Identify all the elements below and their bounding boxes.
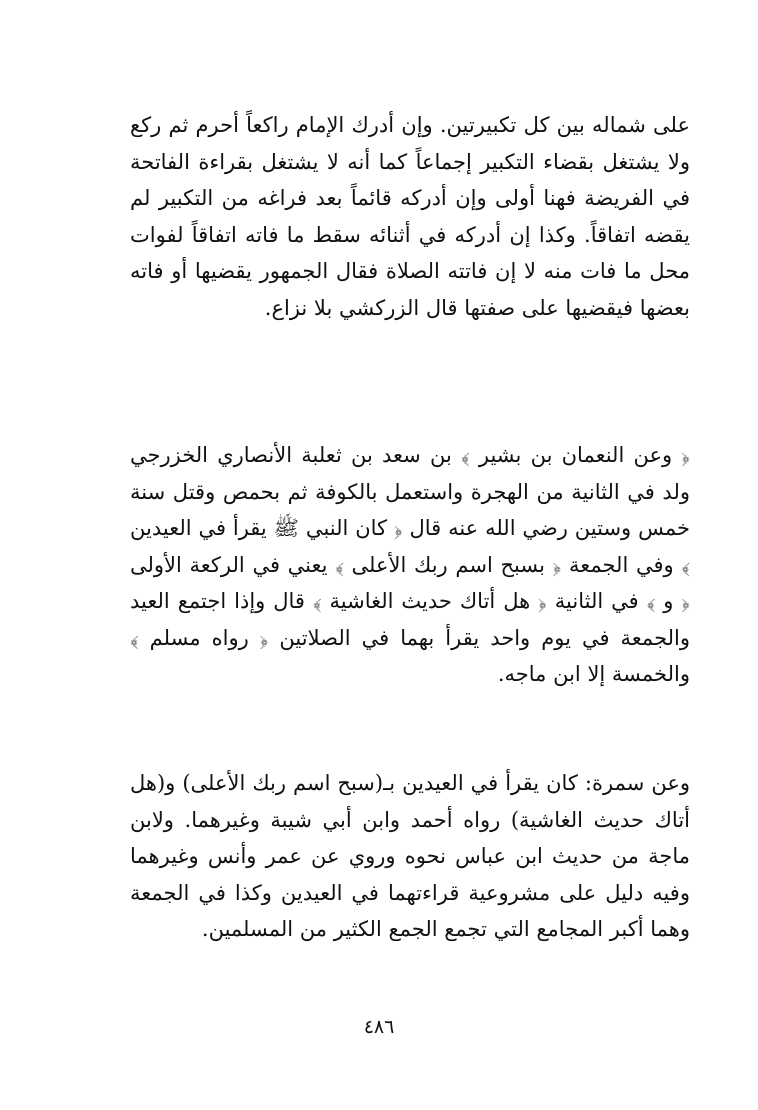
paragraph-3: وعن سمرة: كان يقرأ في العيدين بـ(سبح اسم ربك الأعلى) و(هل أتاك حديث الغاشية) رواه أحمد وابن أبي شيبة وغيرهما. ولابن ماجة من حديث ابن عباس نحوه وروي عن عمر وأنس وغيرهما وفيه دليل على مشروعية قراءتهما في العيدين وكذا في الجمعة وهما أكبر المجامع التي تجمع الجمع الكثير من المسلمين. [130, 771, 690, 941]
page-number: ٤٨٦ [363, 1016, 395, 1038]
paragraph-2: ﴿ وعن النعمان بن بشير ﴾ بن سعد بن ثعلبة الأنصاري الخزرجي ولد في الثانية من الهجرة واستعمل بالكوفة ثم بحمص وقتل سنة خمس وستين رضي الله عنه قال ﴿ كان النبي ﷺ يقرأ في العيدين ﴾ وفي الجمعة ﴿ بسبح اسم ربك الأعلى ﴾ يعني في الركعة الأولى ﴿ و ﴾ في الثانية ﴿ هل أتاك حديث الغاشية ﴾ قال وإذا اجتمع العيد والجمعة في يوم واحد يقرأ بهما في الصلاتين ﴿ رواه مسلم ﴾ والخمسة إلا ابن ماجه. [130, 443, 690, 686]
paragraph-1: على شماله بين كل تكبيرتين. وإن أدرك الإمام راكعاً أحرم ثم ركع ولا يشتغل بقضاء التكبير إجماعاً كما أنه لا يشتغل بقراءة الفاتحة في الفريضة فهنا أولى وإن أدركه قائماً بعد فراغه من التكبير لم يقضه اتفاقاً. وكذا إن أدركه في أثنائه سقط ما فاته اتفاقاً لفوات محل ما فات منه لا إن فاتته الصلاة فقال الجمهور يقضيها أو فاته بعضها فيقضيها على صفتها قال الزركشي بلا نزاع. [130, 113, 690, 320]
